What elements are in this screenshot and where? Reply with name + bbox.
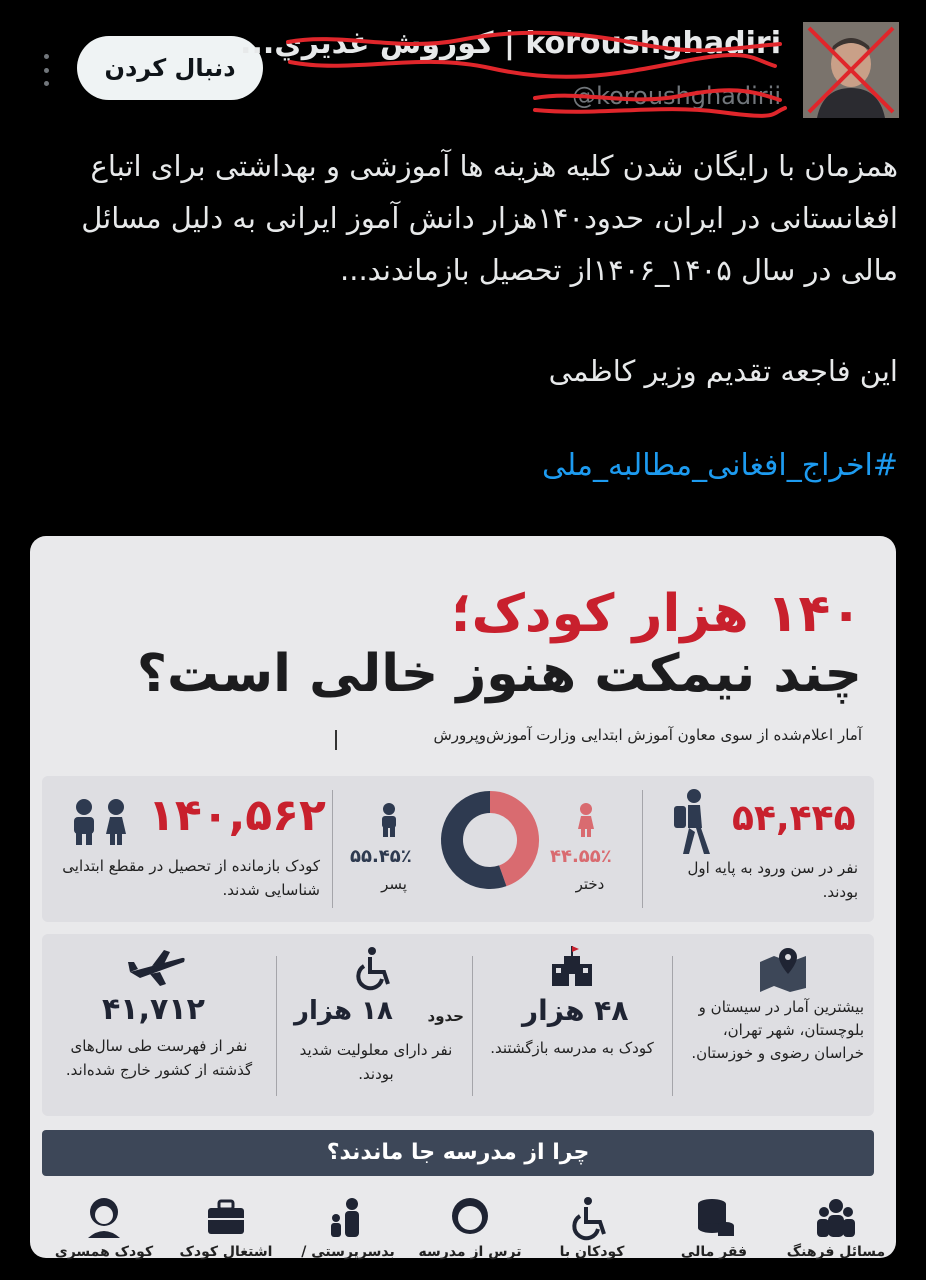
map-pin-icon	[758, 946, 808, 992]
avatar[interactable]	[803, 22, 899, 118]
boy-percent: ۵۵.۴۵٪	[350, 846, 412, 867]
abroad-value: ۴۱,۷۱۲	[102, 992, 205, 1027]
total-children-value: ۱۴۰,۵۶۲	[148, 790, 326, 841]
reason-6-briefcase-icon	[181, 1196, 271, 1244]
divider	[332, 790, 333, 908]
stats-panel-middle	[42, 934, 874, 1116]
hashtag-link[interactable]: #اخراج_افغانی_مطالبه_ملی	[541, 448, 898, 483]
avatar-photo	[803, 22, 899, 118]
disability-prefix: حدود	[427, 1007, 464, 1025]
divider	[276, 956, 277, 1096]
reason-4-face-icon	[425, 1196, 515, 1244]
user-handle[interactable]: @koroushghadirii	[572, 82, 781, 110]
reason-label: اشتغال کودک	[179, 1244, 273, 1260]
reason-label: ترس از مدرسه	[418, 1244, 522, 1260]
entry-age-desc: نفر در سن ورود به پایه اول بودند.	[687, 859, 858, 901]
returned-value: ۴۸ هزار	[522, 994, 629, 1027]
girl-percent: ۴۴.۵۵٪	[550, 846, 612, 867]
girl-segment	[490, 802, 528, 876]
more-options-icon[interactable]	[40, 54, 52, 86]
attached-infographic[interactable]	[30, 536, 896, 1258]
regions-desc: بیشترین آمار در سیستان و بلوچستان، شهر تهران، خراسان رضوی و خوزستان.	[691, 998, 864, 1062]
girl-icon	[574, 802, 598, 838]
reason-label: کودک همسری	[54, 1244, 154, 1260]
girl-label: دختر	[575, 875, 605, 893]
entry-age-value: ۵۴,۴۴۵	[732, 798, 856, 839]
reason-label: مسائل فرهنگ	[786, 1244, 886, 1260]
wheelchair-icon	[354, 946, 394, 990]
display-name[interactable]: koroushghadiri | كوروش غديري...	[240, 26, 781, 61]
follow-button[interactable]: دنبال کردن	[77, 36, 263, 100]
infographic-title-line1: ۱۴۰ هزار کودک؛	[450, 584, 862, 644]
reason-1-group-icon	[791, 1196, 881, 1244]
abroad-desc: نفر از فهرست طی سال‌های گذشته از کشور خارج شده‌اند.	[65, 1037, 253, 1079]
boy-label: پسر	[381, 875, 407, 893]
disability-value: ۱۸ هزار	[294, 996, 393, 1026]
stats-panel-top	[42, 776, 874, 922]
reason-7-woman-icon	[59, 1196, 149, 1244]
divider	[472, 956, 473, 1096]
airplane-icon	[126, 948, 186, 988]
subtitle-divider	[335, 730, 337, 750]
reason-5-family-icon	[303, 1196, 393, 1244]
school-icon	[548, 946, 596, 986]
why-left-behind-heading: چرا از مدرسه جا ماندند؟	[42, 1130, 874, 1176]
disability-desc: نفر دارای معلولیت شدید بودند.	[299, 1041, 453, 1083]
boy-icon	[378, 802, 400, 838]
returned-desc: کودک به مدرسه بازگشتند.	[490, 1039, 654, 1057]
tweet-text: همزمان با رایگان شدن کلیه هزینه ها آموزشی و بهداشتی برای اتباع افغانستانی در ایران، حدود۱۴۰هزار دانش آموز ایرانی به دلیل مسائل مالی در سال ۱۴۰۵_۱۴۰۶از تحصیل بازماندند...	[81, 149, 898, 287]
divider	[642, 790, 643, 908]
infographic-title-line2: چند نیمکت هنوز خالی است؟	[136, 644, 862, 704]
infographic-subtitle: آمار اعلام‌شده از سوی معاون آموزش ابتدایی وزارت آموزش‌وپرورش	[433, 726, 862, 744]
reason-2-coins-icon	[669, 1196, 759, 1244]
children-icon	[66, 798, 136, 846]
reason-3-wheelchair-icon	[547, 1196, 637, 1244]
student-walking-icon	[666, 788, 716, 856]
gender-donut-chart	[440, 790, 540, 890]
total-children-desc: کودک بازمانده از تحصیل در مقطع ابتدایی شناسایی شدند.	[62, 857, 320, 899]
divider	[672, 956, 673, 1096]
reason-label: بدسرپرستی /	[301, 1244, 395, 1260]
reason-label: کودکان با	[559, 1244, 625, 1260]
tweet-text-line2: این فاجعه تقدیم وزیر کاظمی	[548, 354, 898, 388]
reason-label: فقر مالی	[680, 1244, 748, 1260]
